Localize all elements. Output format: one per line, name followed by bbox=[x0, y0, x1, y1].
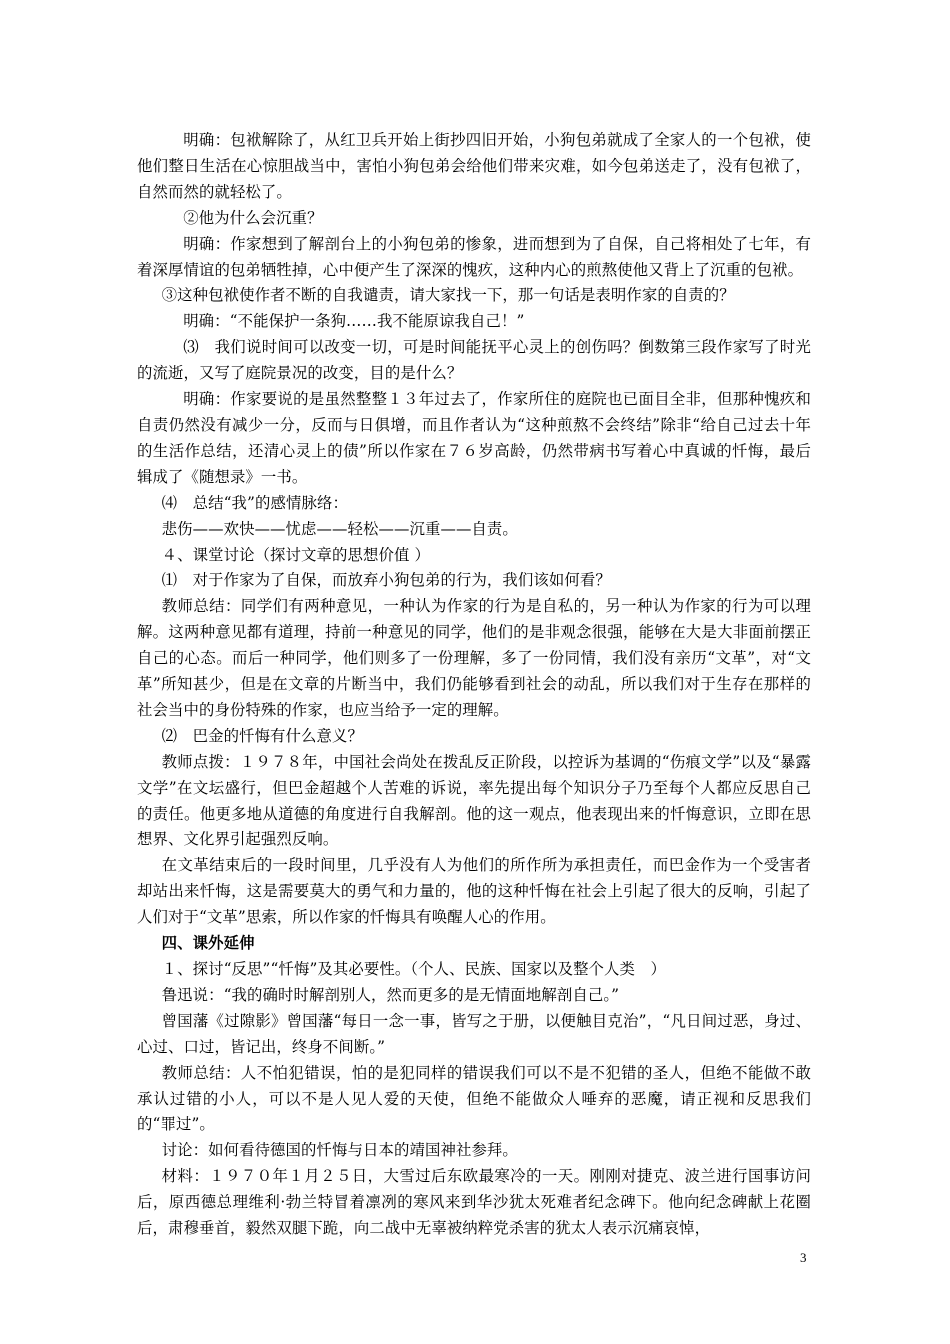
paragraph: ②他为什么会沉重？ bbox=[183, 208, 323, 227]
paragraph: 教师点拨：１９７８年，中国社会尚处在拨乱反正阶段，以控诉为基调的“伤痕文学”以及“暴露文学”在文坛盛行，但巴金超越个人苦难的诉说，率先提出每个知识分子乃至每个人都应反思自己的责任。他更多地从道德的角度进行自我解剖。他的这一观点，他表现出来的忏悔意识，立即在思想界、文化界引起强烈反响。 bbox=[137, 752, 811, 849]
page-number: 3 bbox=[800, 1250, 807, 1265]
paragraph: ③这种包袱使作者不断的自我谴责，请大家找一下，那一句话是表明作家的自责的？ bbox=[161, 286, 735, 305]
paragraph: 在文革结束后的一段时间里，几乎没有人为他们的所作所为承担责任，而巴金作为一个受害者却站出来忏悔，这是需要莫大的勇气和力量的，他的这种忏悔在社会上引起了很大的反响，引起了人们对于“文革”思索，所以作家的忏悔具有唤醒人心的作用。 bbox=[137, 856, 811, 927]
paragraph: ⑴ 对于作家为了自保，而放弃小狗包弟的行为，我们该如何看？ bbox=[161, 571, 611, 590]
paragraph: ⑵ 巴金的忏悔有什么意义？ bbox=[161, 726, 364, 745]
paragraph: ⑶ 我们说时间可以改变一切，可是时间能抚平心灵上的创伤吗？倒数第三段作家写了时光的流逝，又写了庭院景况的改变，目的是什么？ bbox=[137, 338, 811, 383]
paragraph: 悲伤——欢快——忧虑——轻松——沉重——自责。 bbox=[161, 519, 518, 538]
paragraph: 明确：作家要说的是虽然整整１３年过去了，作家所住的庭院也已面目全非，但那种愧疚和自责仍然没有减少一分，反而与日俱增，而且作者认为“这种煎熬不会终结”除非“给自己过去十年的生活作总结，还清心灵上的债”所以作家在７６岁高龄，仍然带病书写着心中真诚的忏悔，最后辑成了《随想录》一书。 bbox=[137, 390, 811, 486]
paragraph: 鲁迅说：“我的确时时解剖别人，然而更多的是无情面地解剖自己。” bbox=[161, 985, 620, 1004]
paragraph: 曾国藩《过隙影》曾国藩“每日一念一事，皆写之于册，以便触目克治”，“凡日间过恶，身过、心过、口过，皆记出，终身不间断。” bbox=[137, 1011, 811, 1056]
paragraph: １、探讨“反思”“忏悔”及其必要性。（个人、民族、国家以及整个人类 ） bbox=[161, 960, 667, 978]
paragraph: ⑷ 总结“我”的感情脉络： bbox=[161, 493, 348, 512]
paragraph: ４、课堂讨论（探讨文章的思想价值 ） bbox=[161, 545, 430, 564]
paragraph: 讨论：如何看待德国的忏悔与日本的靖国神社参拜。 bbox=[161, 1141, 518, 1160]
section-heading: 四、课外延伸 bbox=[161, 934, 255, 953]
paragraph: 材料：１９７０年１月２５日，大雪过后东欧最寒冷的一天。刚刚对捷克、波兰进行国事访问后，原西德总理维利·勃兰特冒着凛冽的寒风来到华沙犹太死难者纪念碑下。他向纪念碑献上花圈后，肃穆垂首，毅然双腿下跪，向二战中无辜被纳粹党杀害的犹太人表示沉痛哀悼， bbox=[137, 1167, 811, 1238]
paragraph: 明确：包袱解除了，从红卫兵开始上街抄四旧开始，小狗包弟就成了全家人的一个包袱，使他们整日生活在心惊胆战当中，害怕小狗包弟会给他们带来灾难，如今包弟送走了，没有包袱了，自然而然的就轻松了。 bbox=[137, 131, 811, 201]
paragraph: 教师总结：人不怕犯错误，怕的是犯同样的错误我们可以不是不犯错的圣人，但绝不能做不敢承认过错的小人，可以不是人见人爱的天使，但绝不能做众人唾弃的恶魔，请正视和反思我们的“罪过”。 bbox=[137, 1063, 811, 1134]
body-text bbox=[137, 128, 811, 1242]
paragraph: 明确：“不能保护一条狗……我不能原谅我自己！” bbox=[183, 312, 525, 331]
paragraph: 明确：作家想到了解剖台上的小狗包弟的惨象，进而想到为了自保，自己将相处了七年，有着深厚情谊的包弟牺牲掉，心中便产生了深深的愧疚，这种内心的煎熬使他又背上了沉重的包袱。 bbox=[137, 234, 811, 279]
paragraph: 教师总结：同学们有两种意见，一种认为作家的行为是自私的，另一种认为作家的行为可以理解。这两种意见都有道理，持前一种意见的同学，他们的是非观念很强，能够在大是大非面前摆正自己的心态。而后一种同学，他们则多了一份理解，多了一份同情，我们没有亲历“文革”，对“文革”所知甚少，但是在文章的片断当中，我们仍能够看到社会的动乱，所以我们对于生存在那样的社会当中的身份特殊的作家，也应当给予一定的理解。 bbox=[137, 597, 811, 719]
